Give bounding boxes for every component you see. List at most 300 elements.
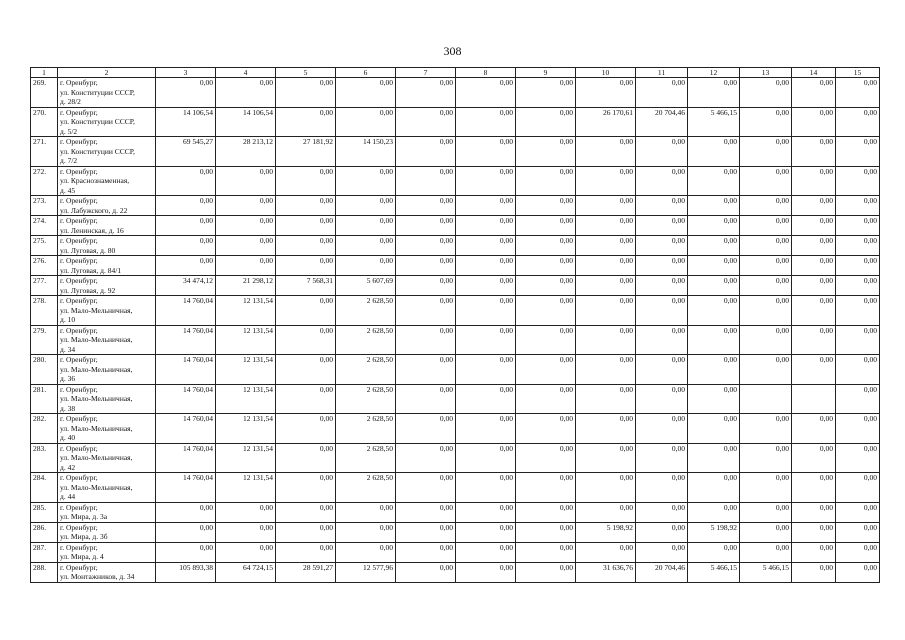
value-cell: 0,00 [396, 196, 456, 216]
value-cell: 0,00 [456, 107, 516, 137]
value-cell: 0,00 [336, 256, 396, 276]
value-cell: 0,00 [576, 414, 636, 444]
value-cell: 0,00 [156, 166, 216, 196]
value-cell: 0,00 [396, 542, 456, 562]
value-cell: 0,00 [516, 414, 576, 444]
address-cell [58, 355, 156, 385]
address-line: ул. Мало-Мельничная, [60, 423, 133, 433]
value-cell: 12 131,54 [216, 325, 276, 355]
value-cell: 0,00 [836, 78, 880, 108]
column-header: 1 [31, 68, 58, 78]
value-cell: 0,00 [688, 502, 740, 522]
value-cell: 0,00 [516, 196, 576, 216]
column-header: 8 [456, 68, 516, 78]
address-line: г. Оренбург, [60, 216, 98, 225]
table-header-row [31, 68, 880, 78]
value-cell: 0,00 [740, 196, 792, 216]
address-cell [58, 296, 156, 326]
address-line: ул. Ленинская, д. 16 [60, 225, 124, 235]
value-cell: 0,00 [792, 562, 836, 582]
value-cell: 0,00 [276, 502, 336, 522]
value-cell: 0,00 [276, 216, 336, 236]
value-cell: 2 628,50 [336, 355, 396, 385]
value-cell: 0,00 [516, 107, 576, 137]
value-cell: 7 568,31 [276, 276, 336, 296]
value-cell: 0,00 [740, 216, 792, 236]
table-row [31, 137, 880, 167]
value-cell: 0,00 [792, 473, 836, 503]
value-cell: 2 628,50 [336, 296, 396, 326]
value-cell: 0,00 [516, 562, 576, 582]
value-cell: 0,00 [636, 473, 688, 503]
value-cell: 0,00 [336, 542, 396, 562]
table-row [31, 355, 880, 385]
address-line: ул. Конституции СССР, [60, 117, 135, 126]
value-cell: 0,00 [216, 542, 276, 562]
address-line: г. Оренбург, [60, 276, 98, 285]
address-line: г. Оренбург, [60, 473, 98, 482]
value-cell: 12 131,54 [216, 443, 276, 473]
value-cell: 0,00 [636, 78, 688, 108]
address-cell [58, 414, 156, 444]
address-line: г. Оренбург, [60, 196, 98, 205]
value-cell: 0,00 [396, 522, 456, 542]
address-line: ул. Краснознаменная, [60, 176, 130, 185]
value-cell: 0,00 [396, 562, 456, 582]
value-cell: 5 607,69 [336, 276, 396, 296]
value-cell: 0,00 [740, 542, 792, 562]
value-cell: 0,00 [792, 256, 836, 276]
address-line: г. Оренбург, [60, 325, 98, 335]
column-header: 12 [688, 68, 740, 78]
value-cell: 0,00 [156, 542, 216, 562]
value-cell: 105 893,38 [156, 562, 216, 582]
value-cell [740, 384, 792, 414]
value-cell: 0,00 [740, 443, 792, 473]
row-number: 276. [31, 256, 58, 276]
value-cell: 0,00 [836, 296, 880, 326]
column-header: 6 [336, 68, 396, 78]
value-cell: 0,00 [516, 502, 576, 522]
address-line: ул. Мало-Мельничная, [60, 453, 133, 462]
value-cell: 5 466,15 [688, 107, 740, 137]
value-cell: 20 704,46 [636, 107, 688, 137]
value-cell: 0,00 [740, 502, 792, 522]
address-line: ул. Мало-Мельничная, [60, 394, 133, 403]
value-cell: 0,00 [740, 78, 792, 108]
value-cell: 0,00 [456, 236, 516, 256]
value-cell: 5 466,15 [688, 562, 740, 582]
value-cell: 0,00 [576, 196, 636, 216]
value-cell: 0,00 [688, 276, 740, 296]
value-cell: 0,00 [336, 236, 396, 256]
value-cell: 12 131,54 [216, 355, 276, 385]
address-line: ул. Луговая, д. 92 [60, 285, 116, 295]
value-cell: 0,00 [516, 236, 576, 256]
value-cell: 0,00 [516, 443, 576, 473]
value-cell: 0,00 [156, 256, 216, 276]
column-header: 10 [576, 68, 636, 78]
address-line: г. Оренбург, [60, 522, 98, 532]
address-cell [58, 256, 156, 276]
value-cell: 0,00 [576, 443, 636, 473]
address-line: г. Оренбург, [60, 256, 98, 265]
value-cell: 14 760,04 [156, 325, 216, 355]
value-cell: 0,00 [636, 414, 688, 444]
value-cell: 28 213,12 [216, 137, 276, 167]
value-cell: 0,00 [576, 355, 636, 385]
value-cell: 0,00 [740, 355, 792, 385]
value-cell: 26 170,61 [576, 107, 636, 137]
value-cell: 0,00 [156, 78, 216, 108]
value-cell: 0,00 [740, 473, 792, 503]
value-cell: 0,00 [156, 236, 216, 256]
address-line: г. Оренбург, [60, 384, 98, 394]
value-cell: 0,00 [836, 216, 880, 236]
value-cell: 0,00 [836, 256, 880, 276]
value-cell: 0,00 [740, 236, 792, 256]
row-number: 285. [31, 502, 58, 522]
address-line: д. 40 [60, 433, 76, 442]
value-cell: 0,00 [396, 166, 456, 196]
value-cell: 0,00 [836, 522, 880, 542]
value-cell: 0,00 [688, 542, 740, 562]
value-cell: 0,00 [216, 256, 276, 276]
value-cell: 0,00 [336, 196, 396, 216]
value-cell: 0,00 [276, 325, 336, 355]
value-cell: 0,00 [156, 216, 216, 236]
value-cell: 0,00 [276, 78, 336, 108]
value-cell: 2 628,50 [336, 443, 396, 473]
value-cell: 0,00 [336, 216, 396, 236]
value-cell: 0,00 [516, 256, 576, 276]
address-cell [58, 276, 156, 296]
value-cell: 0,00 [576, 276, 636, 296]
column-header: 9 [516, 68, 576, 78]
value-cell: 0,00 [792, 414, 836, 444]
value-cell: 0,00 [456, 276, 516, 296]
row-number: 287. [31, 542, 58, 562]
address-cell [58, 384, 156, 414]
address-line: ул. Конституции СССР, [60, 87, 135, 97]
value-cell: 0,00 [396, 414, 456, 444]
address-cell [58, 196, 156, 216]
value-cell: 0,00 [396, 236, 456, 256]
value-cell: 14 760,04 [156, 443, 216, 473]
address-line: д. 10 [60, 315, 76, 324]
value-cell: 0,00 [636, 196, 688, 216]
value-cell: 0,00 [516, 78, 576, 108]
table-row [31, 276, 880, 296]
address-cell [58, 107, 156, 137]
value-cell: 0,00 [740, 107, 792, 137]
value-cell: 0,00 [516, 296, 576, 326]
value-cell: 0,00 [636, 276, 688, 296]
value-cell: 0,00 [740, 296, 792, 326]
value-cell: 0,00 [156, 196, 216, 216]
value-cell: 0,00 [216, 196, 276, 216]
value-cell: 0,00 [636, 384, 688, 414]
address-cell [58, 166, 156, 196]
address-cell [58, 542, 156, 562]
value-cell: 0,00 [688, 473, 740, 503]
value-cell: 0,00 [276, 473, 336, 503]
value-cell: 27 181,92 [276, 137, 336, 167]
value-cell: 0,00 [792, 325, 836, 355]
value-cell: 0,00 [516, 216, 576, 236]
address-line: д. 7/2 [60, 156, 78, 165]
row-number: 283. [31, 443, 58, 473]
value-cell: 0,00 [216, 502, 276, 522]
value-cell: 0,00 [636, 502, 688, 522]
value-cell: 31 636,76 [576, 562, 636, 582]
value-cell: 0,00 [396, 107, 456, 137]
value-cell: 0,00 [792, 522, 836, 542]
address-line: ул. Мира, д. 3а [60, 512, 108, 521]
value-cell: 0,00 [688, 78, 740, 108]
value-cell: 0,00 [836, 137, 880, 167]
table-row [31, 216, 880, 236]
value-cell: 0,00 [276, 107, 336, 137]
value-cell: 0,00 [516, 355, 576, 385]
value-cell: 0,00 [396, 78, 456, 108]
row-number: 288. [31, 562, 58, 582]
value-cell: 0,00 [836, 542, 880, 562]
value-cell: 14 106,54 [156, 107, 216, 137]
value-cell: 0,00 [456, 256, 516, 276]
value-cell: 0,00 [456, 355, 516, 385]
value-cell: 0,00 [688, 325, 740, 355]
value-cell: 0,00 [792, 196, 836, 216]
value-cell: 0,00 [396, 355, 456, 385]
table-row [31, 166, 880, 196]
address-line: д. 34 [60, 344, 76, 354]
value-cell: 0,00 [836, 443, 880, 473]
address-line: ул. Мало-Мельничная, [60, 482, 133, 492]
value-cell: 0,00 [156, 522, 216, 542]
value-cell: 0,00 [276, 542, 336, 562]
value-cell: 0,00 [276, 522, 336, 542]
value-cell: 0,00 [836, 196, 880, 216]
value-cell: 0,00 [576, 502, 636, 522]
table-row [31, 78, 880, 108]
value-cell: 0,00 [636, 256, 688, 276]
row-number: 269. [31, 78, 58, 108]
value-cell: 0,00 [276, 196, 336, 216]
address-line: ул. Конституции СССР, [60, 146, 135, 156]
row-number: 286. [31, 522, 58, 542]
value-cell: 0,00 [688, 196, 740, 216]
value-cell: 0,00 [836, 473, 880, 503]
column-header: 14 [792, 68, 836, 78]
value-cell: 0,00 [456, 522, 516, 542]
address-line: ул. Мало-Мельничная, [60, 335, 133, 344]
row-number: 274. [31, 216, 58, 236]
column-header: 11 [636, 68, 688, 78]
value-cell: 0,00 [836, 384, 880, 414]
value-cell: 0,00 [792, 78, 836, 108]
value-cell: 0,00 [276, 384, 336, 414]
value-cell: 0,00 [396, 443, 456, 473]
value-cell: 0,00 [636, 355, 688, 385]
value-cell: 0,00 [636, 166, 688, 196]
value-cell: 0,00 [456, 502, 516, 522]
value-cell: 0,00 [576, 296, 636, 326]
value-cell: 0,00 [792, 107, 836, 137]
value-cell: 0,00 [688, 256, 740, 276]
table-row [31, 384, 880, 414]
value-cell: 0,00 [636, 443, 688, 473]
address-line: д. 44 [60, 492, 76, 501]
address-line: г. Оренбург, [60, 542, 98, 552]
value-cell: 0,00 [740, 276, 792, 296]
table-row [31, 522, 880, 542]
row-number: 273. [31, 196, 58, 216]
address-cell [58, 78, 156, 108]
value-cell: 0,00 [396, 473, 456, 503]
row-number: 279. [31, 325, 58, 355]
value-cell: 12 131,54 [216, 414, 276, 444]
address-cell [58, 562, 156, 582]
address-line: г. Оренбург, [60, 443, 98, 453]
value-cell: 0,00 [456, 542, 516, 562]
row-number: 272. [31, 166, 58, 196]
value-cell: 0,00 [576, 166, 636, 196]
value-cell: 64 724,15 [216, 562, 276, 582]
value-cell: 20 704,46 [636, 562, 688, 582]
value-cell: 0,00 [836, 502, 880, 522]
value-cell: 0,00 [636, 216, 688, 236]
value-cell: 12 131,54 [216, 384, 276, 414]
value-cell: 21 298,12 [216, 276, 276, 296]
value-cell: 0,00 [792, 296, 836, 326]
address-line: ул. Мало-Мельничная, [60, 305, 133, 315]
value-cell: 0,00 [792, 236, 836, 256]
value-cell: 0,00 [396, 276, 456, 296]
address-line: г. Оренбург, [60, 562, 98, 572]
value-cell: 0,00 [792, 502, 836, 522]
value-cell: 0,00 [516, 325, 576, 355]
value-cell: 0,00 [516, 166, 576, 196]
value-cell: 0,00 [396, 216, 456, 236]
address-cell [58, 137, 156, 167]
value-cell: 5 466,15 [740, 562, 792, 582]
table-row [31, 256, 880, 276]
row-number: 282. [31, 414, 58, 444]
value-cell: 0,00 [456, 78, 516, 108]
address-line: г. Оренбург, [60, 414, 98, 423]
value-cell: 0,00 [456, 296, 516, 326]
column-header: 3 [156, 68, 216, 78]
value-cell: 14 760,04 [156, 296, 216, 326]
value-cell: 0,00 [836, 107, 880, 137]
value-cell: 0,00 [456, 166, 516, 196]
value-cell: 0,00 [396, 502, 456, 522]
value-cell: 0,00 [516, 522, 576, 542]
column-header: 4 [216, 68, 276, 78]
value-cell: 28 591,27 [276, 562, 336, 582]
value-cell: 0,00 [456, 196, 516, 216]
address-line: г. Оренбург, [60, 78, 98, 87]
value-cell: 0,00 [456, 414, 516, 444]
value-cell: 0,00 [792, 137, 836, 167]
value-cell: 0,00 [792, 216, 836, 236]
table-row [31, 196, 880, 216]
value-cell: 0,00 [396, 384, 456, 414]
value-cell: 0,00 [836, 166, 880, 196]
value-cell: 0,00 [456, 325, 516, 355]
address-line: г. Оренбург, [60, 236, 98, 245]
table-row [31, 542, 880, 562]
value-cell: 0,00 [576, 216, 636, 236]
value-cell: 0,00 [688, 443, 740, 473]
address-line: г. Оренбург, [60, 502, 98, 512]
value-cell: 0,00 [836, 414, 880, 444]
address-line: д. 45 [60, 185, 76, 195]
address-cell [58, 502, 156, 522]
value-cell: 0,00 [576, 384, 636, 414]
address-line: ул. Монтажников, д. 34 [60, 572, 135, 581]
address-line: ул. Мира, д. 3б [60, 532, 108, 541]
address-line: д. 36 [60, 374, 76, 383]
value-cell: 0,00 [276, 166, 336, 196]
column-header: 7 [396, 68, 456, 78]
value-cell: 0,00 [576, 256, 636, 276]
value-cell: 0,00 [576, 542, 636, 562]
value-cell: 0,00 [396, 256, 456, 276]
address-line: ул. Мало-Мельничная, [60, 364, 133, 374]
row-number: 271. [31, 137, 58, 167]
value-cell: 14 150,23 [336, 137, 396, 167]
value-cell: 0,00 [456, 443, 516, 473]
value-cell: 0,00 [276, 256, 336, 276]
value-cell: 0,00 [456, 384, 516, 414]
value-cell: 0,00 [636, 296, 688, 326]
value-cell: 14 106,54 [216, 107, 276, 137]
value-cell: 0,00 [636, 542, 688, 562]
value-cell: 0,00 [216, 166, 276, 196]
value-cell: 0,00 [456, 562, 516, 582]
row-number: 280. [31, 355, 58, 385]
value-cell: 0,00 [156, 502, 216, 522]
value-cell: 0,00 [740, 137, 792, 167]
value-cell: 0,00 [456, 216, 516, 236]
table-row [31, 473, 880, 503]
address-line: ул. Мира, д. 4 [60, 552, 104, 561]
value-cell: 0,00 [688, 166, 740, 196]
value-cell: 69 545,27 [156, 137, 216, 167]
table-row [31, 236, 880, 256]
value-cell: 0,00 [688, 355, 740, 385]
value-cell: 0,00 [516, 384, 576, 414]
value-cell: 0,00 [792, 276, 836, 296]
value-cell: 34 474,12 [156, 276, 216, 296]
value-cell: 5 198,92 [688, 522, 740, 542]
value-cell: 0,00 [688, 137, 740, 167]
value-cell: 0,00 [688, 384, 740, 414]
value-cell: 0,00 [576, 473, 636, 503]
value-cell: 0,00 [836, 276, 880, 296]
value-cell: 0,00 [216, 216, 276, 236]
address-cell [58, 325, 156, 355]
value-cell: 12 131,54 [216, 296, 276, 326]
value-cell: 0,00 [336, 107, 396, 137]
address-line: ул. Луговая, д. 84/1 [60, 265, 122, 275]
table-row [31, 296, 880, 326]
value-cell: 0,00 [216, 236, 276, 256]
value-cell: 0,00 [336, 78, 396, 108]
value-cell: 0,00 [576, 137, 636, 167]
